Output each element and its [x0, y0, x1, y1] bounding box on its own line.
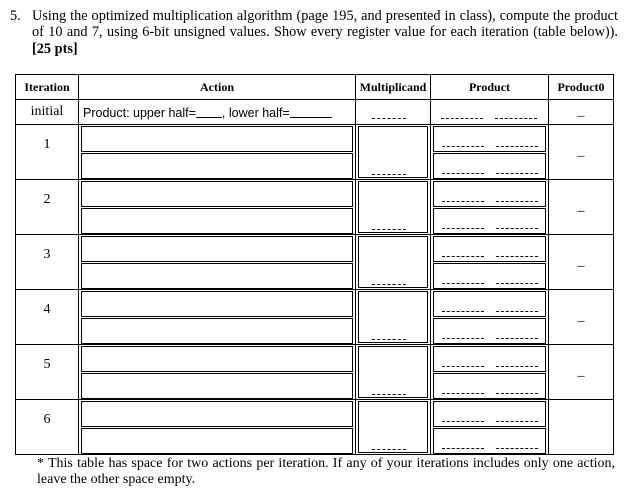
iteration-label: 2	[16, 180, 79, 235]
product-lower-blank	[496, 201, 538, 202]
iteration-label: 1	[16, 125, 79, 180]
iteration-row	[16, 345, 614, 400]
product-upper-blank	[442, 283, 484, 284]
action-cell	[79, 400, 356, 455]
question-body	[32, 8, 618, 57]
product-field-1[interactable]	[433, 291, 546, 317]
multiplicand-field[interactable]	[358, 346, 428, 398]
product-cell	[431, 345, 549, 400]
initial-action-prefix: Product: upper half=	[83, 105, 196, 120]
product0-cell[interactable]: _	[549, 235, 614, 290]
action-field-1[interactable]	[81, 126, 353, 152]
initial-product[interactable]	[431, 100, 549, 125]
product-lower-blank	[496, 366, 538, 367]
product-field-1[interactable]	[433, 236, 546, 262]
question-prompt: Using the optimized multiplication algorithm (page 195, and presented in class), compute the product of 10 and 7, using 6-bit unsigned values. Show every register value for each iteration (table below)).	[32, 8, 618, 41]
multiplicand-cell	[356, 345, 431, 400]
product-lower-blank	[496, 448, 538, 449]
question-number: 5.	[10, 8, 21, 24]
iterations-body	[16, 125, 614, 455]
header-row	[16, 75, 614, 100]
multiplicand-field[interactable]	[358, 236, 428, 288]
action-field-2[interactable]	[81, 153, 353, 179]
product-upper-blank	[442, 393, 484, 394]
question-text	[10, 8, 618, 57]
multiplicand-field[interactable]	[358, 291, 428, 343]
action-field-2[interactable]	[81, 263, 353, 289]
header-product: Product	[431, 75, 549, 100]
multiplicand-blank	[372, 394, 406, 395]
product-field-1[interactable]	[433, 346, 546, 372]
product-upper-blank	[442, 146, 484, 147]
multiplicand-field[interactable]	[358, 126, 428, 178]
product-upper-blank	[442, 366, 484, 367]
product-lower-blank	[496, 393, 538, 394]
product-lower-blank	[496, 228, 538, 229]
initial-label: initial	[16, 100, 79, 125]
multiplicand-cell	[356, 400, 431, 455]
action-cell	[79, 290, 356, 345]
product0-cell[interactable]: _	[549, 345, 614, 400]
product0-cell[interactable]	[549, 400, 614, 455]
answer-table	[15, 74, 614, 455]
multiplicand-blank	[372, 118, 406, 119]
product-upper-blank	[442, 228, 484, 229]
initial-multiplicand[interactable]	[356, 100, 431, 125]
product-field-1[interactable]	[433, 181, 546, 207]
multiplicand-cell	[356, 125, 431, 180]
product-lower-blank	[496, 311, 538, 312]
iteration-row	[16, 235, 614, 290]
product-lower-blank	[496, 173, 538, 174]
product-lower-blank	[496, 146, 538, 147]
multiplicand-blank	[372, 449, 406, 450]
product0-cell[interactable]: _	[549, 180, 614, 235]
action-cell	[79, 345, 356, 400]
footnote: * This table has space for two actions per iteration. If any of your iterations includes only one action, leave the other space empty.	[37, 456, 615, 487]
multiplicand-blank	[372, 284, 406, 285]
iteration-row	[16, 400, 614, 455]
product-upper-blank	[442, 201, 484, 202]
product-upper-blank	[442, 173, 484, 174]
action-field-1[interactable]	[81, 346, 353, 372]
header-iteration: Iteration	[16, 75, 79, 100]
product-field-1[interactable]	[433, 126, 546, 152]
action-field-2[interactable]	[81, 373, 353, 399]
action-field-1[interactable]	[81, 401, 353, 427]
product-lower-blank	[496, 421, 538, 422]
action-field-2[interactable]	[81, 318, 353, 344]
product-cell	[431, 235, 549, 290]
product-upper-blank	[442, 311, 484, 312]
multiplicand-cell	[356, 235, 431, 290]
lower-half-blank[interactable]	[290, 105, 332, 118]
iteration-row	[16, 180, 614, 235]
product-upper-blank	[442, 338, 484, 339]
multiplicand-blank	[372, 174, 406, 175]
iteration-label: 4	[16, 290, 79, 345]
header-product0: Product0	[549, 75, 614, 100]
product0-cell[interactable]: _	[549, 125, 614, 180]
product-cell	[431, 180, 549, 235]
upper-half-blank[interactable]	[196, 105, 222, 118]
multiplicand-cell	[356, 180, 431, 235]
action-cell	[79, 235, 356, 290]
action-field-1[interactable]	[81, 236, 353, 262]
action-field-2[interactable]	[81, 208, 353, 234]
initial-row	[16, 100, 614, 125]
product-field-2[interactable]	[433, 153, 546, 179]
product-upper-blank	[441, 118, 483, 119]
initial-product0[interactable]: _	[549, 100, 614, 125]
product-field-2[interactable]	[433, 428, 546, 454]
action-field-2[interactable]	[81, 428, 353, 454]
product-upper-blank	[442, 421, 484, 422]
product-lower-blank	[496, 338, 538, 339]
iteration-row	[16, 125, 614, 180]
product-lower-blank	[495, 118, 537, 119]
iteration-label: 3	[16, 235, 79, 290]
product-upper-blank	[442, 256, 484, 257]
multiplicand-blank	[372, 339, 406, 340]
product-field-2[interactable]	[433, 318, 546, 344]
product-lower-blank	[496, 256, 538, 257]
initial-action-mid: , lower half=	[221, 105, 290, 120]
action-cell	[79, 125, 356, 180]
multiplicand-cell	[356, 290, 431, 345]
product0-cell[interactable]: _	[549, 290, 614, 345]
action-field-1[interactable]	[81, 291, 353, 317]
product-cell	[431, 400, 549, 455]
product-field-2[interactable]	[433, 373, 546, 399]
product-field-2[interactable]	[433, 208, 546, 234]
multiplicand-field[interactable]	[358, 401, 428, 453]
action-field-1[interactable]	[81, 181, 353, 207]
action-cell	[79, 180, 356, 235]
multiplicand-blank	[372, 229, 406, 230]
initial-action	[79, 100, 356, 125]
product-upper-blank	[442, 448, 484, 449]
product-field-2[interactable]	[433, 263, 546, 289]
iteration-row	[16, 290, 614, 345]
iteration-label: 6	[16, 400, 79, 455]
multiplicand-field[interactable]	[358, 181, 428, 233]
product-cell	[431, 125, 549, 180]
product-lower-blank	[496, 283, 538, 284]
question-points: [25 pts]	[32, 40, 78, 57]
product-field-1[interactable]	[433, 401, 546, 427]
header-action: Action	[79, 75, 356, 100]
product-cell	[431, 290, 549, 345]
header-multiplicand: Multiplicand	[356, 75, 431, 100]
iteration-label: 5	[16, 345, 79, 400]
